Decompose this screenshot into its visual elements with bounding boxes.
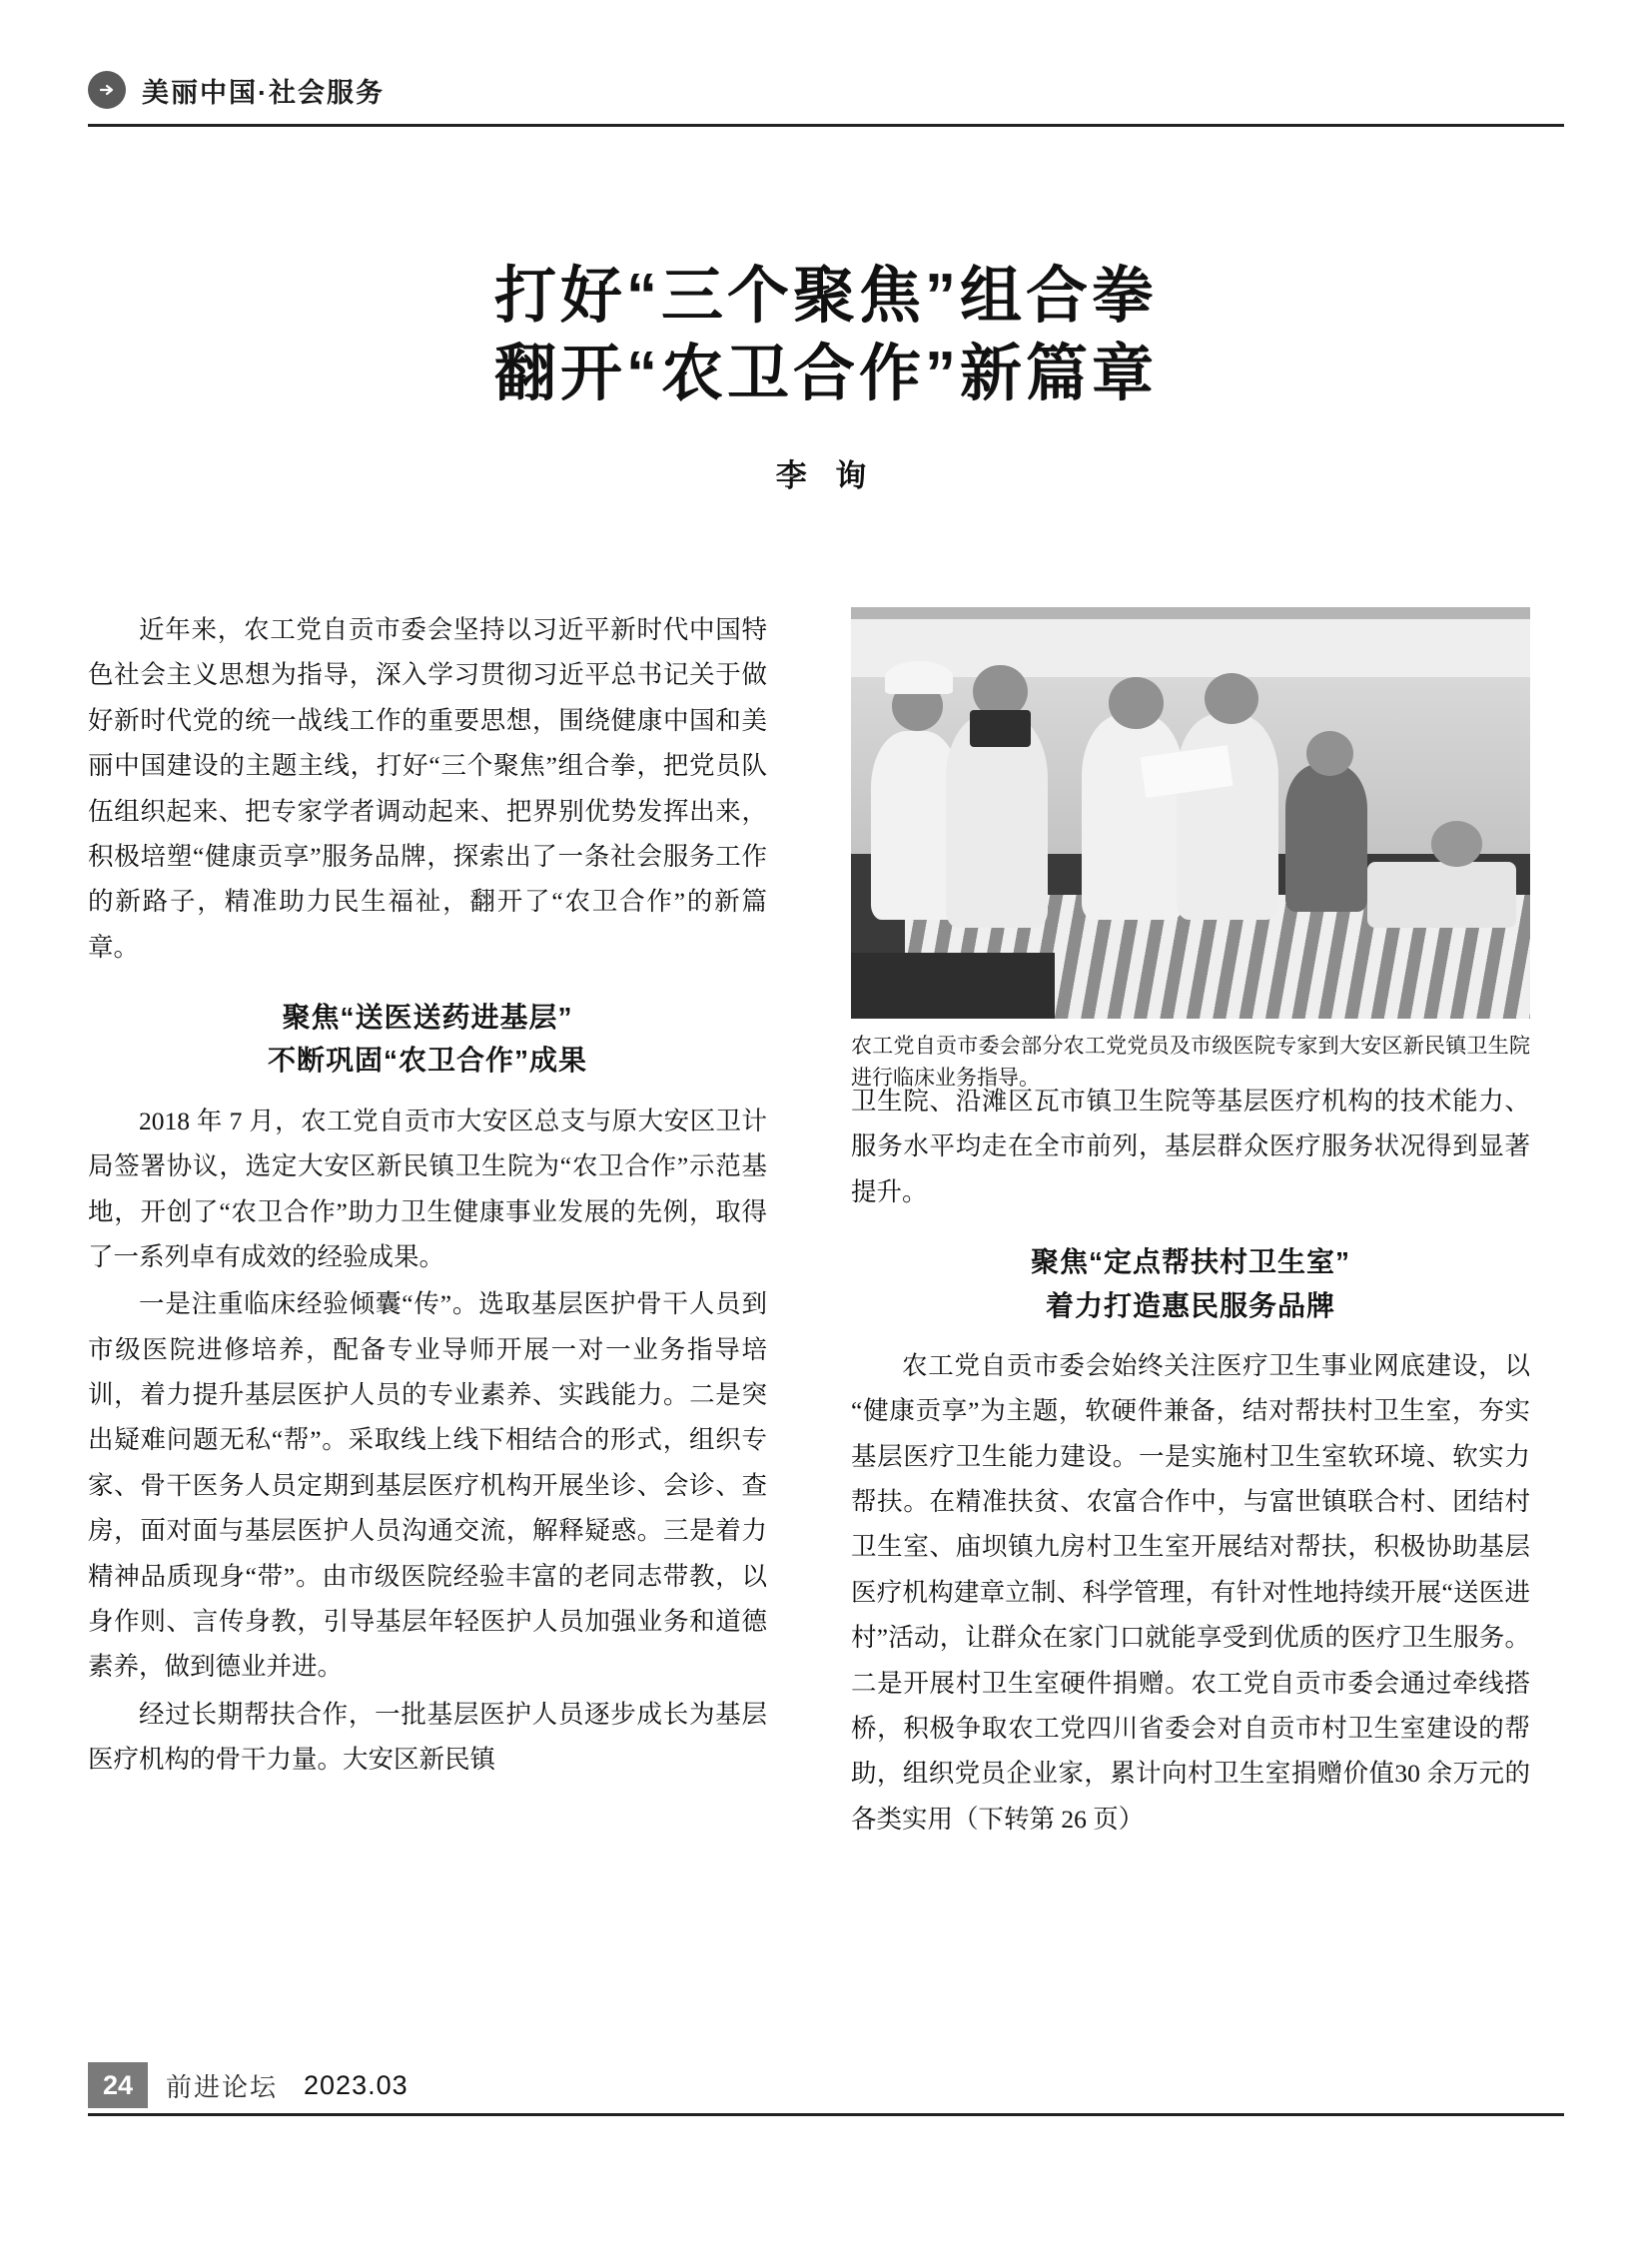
paragraph: 2018 年 7 月，农工党自贡市大安区总支与原大安区卫计局签署协议，选定大安区新民镇卫生院为“农卫合作”示范基地，开创了“农卫合作”助力卫生健康事业发展的先例，取得了一系列卓有成效的经验成果。 (88, 1106, 767, 1271)
circle-arrow-right-icon (88, 71, 126, 109)
header-divider (88, 124, 1564, 127)
subheading-right-line-2: 着力打造惠民服务品牌 (1045, 1289, 1335, 1321)
section-label: 美丽中国·社会服务 (142, 77, 385, 108)
paragraph: 近年来，农工党自贡市委会坚持以习近平新时代中国特色社会主义思想为指导，深入学习贯彻习近平总书记关于做好新时代党的统一战线工作的重要思想，围绕健康中国和美丽中国建设的主题主线，打好“三个聚焦”组合拳，把党员队伍组织起来、把专家学者调动起来、把界别优势发挥出来，积极培塑“健康贡享”服务品牌，探索出了一条社会服务工作的新路子，精准助力民生福祉，翻开了“农卫合作”的新篇章。 (88, 615, 767, 962)
magazine-name: 前进论坛 (166, 2071, 279, 2102)
page-number: 24 (88, 2062, 148, 2108)
page-header (88, 62, 1564, 130)
footer-divider (88, 2113, 1564, 2116)
paragraph: 卫生院、沿滩区瓦市镇卫生院等基层医疗机构的技术能力、服务水平均走在全市前列，基层群众医疗服务状况得到显著提升。 (851, 1087, 1530, 1206)
title-block (88, 258, 1564, 495)
photograph (851, 607, 1530, 1019)
paragraph: 一是注重临床经验倾囊“传”。选取基层医护骨干人员到市级医院进修培养，配备专业导师开展一对一业务指导培训，着力提升基层医护人员的专业素养、实践能力。二是突出疑难问题无私“帮”。采取线上线下相结合的形式，组织专家、骨干医务人员定期到基层医疗机构开展坐诊、会诊、查房，面对面与基层医护人员沟通交流，解释疑惑。三是着力精神品质现身“带”。由市级医院经验丰富的老同志带教，以身作则、言传身教，引导基层年轻医护人员加强业务和道德素养，做到德业并进。 (88, 1289, 767, 1682)
header-content (88, 62, 1564, 118)
subheading-left-line-2: 不断巩固“农卫合作”成果 (267, 1045, 587, 1077)
paragraph: 经过长期帮扶合作，一批基层医护人员逐步成长为基层医疗机构的骨干力量。大安区新民镇 (88, 1699, 767, 1775)
paragraph: 农工党自贡市委会始终关注医疗卫生事业网底建设，以“健康贡享”为主题，软硬件兼备，结对帮扶村卫生室，夯实基层医疗卫生能力建设。一是实施村卫生室软环境、软实力帮扶。在精准扶贫、农富合作中，与富世镇联合村、团结村卫生室、庙坝镇九房村卫生室开展结对帮扶，积极协助基层医疗机构建章立制、科学管理，有针对性地持续开展“送医进村”活动，让群众在家门口就能享受到优质的医疗卫生服务。二是开展村卫生室硬件捐赠。农工党自贡市委会通过牵线搭桥，积极争取农工党四川省委会对自贡市村卫生室建设的帮助，组织党员企业家，累计向村卫生室捐赠价值30 余万元的各类实用（下转第 26 页） (851, 1350, 1530, 1834)
article-figure (851, 607, 1530, 1094)
subheading-right-line-1: 聚焦“定点帮扶村卫生室” (1030, 1246, 1350, 1278)
subheading-right (851, 1240, 1530, 1327)
left-column (88, 607, 767, 1784)
article-author: 李 询 (775, 458, 877, 493)
page-footer (88, 2061, 1564, 2125)
subheading-left (88, 996, 767, 1083)
article-title-line-1: 打好“三个聚焦”组合拳 (493, 262, 1158, 331)
footer-content (88, 2061, 1564, 2109)
article-title-line-2: 翻开“农卫合作”新篇章 (493, 339, 1158, 408)
issue-date: 2023.03 (304, 2069, 409, 2100)
figure-caption: 农工党自贡市委会部分农工党党员及市级医院专家到大安区新民镇卫生院进行临床业务指导。 (851, 1034, 1530, 1090)
subheading-left-line-1: 聚焦“送医送药进基层” (282, 1002, 573, 1033)
right-column (851, 1079, 1530, 1844)
